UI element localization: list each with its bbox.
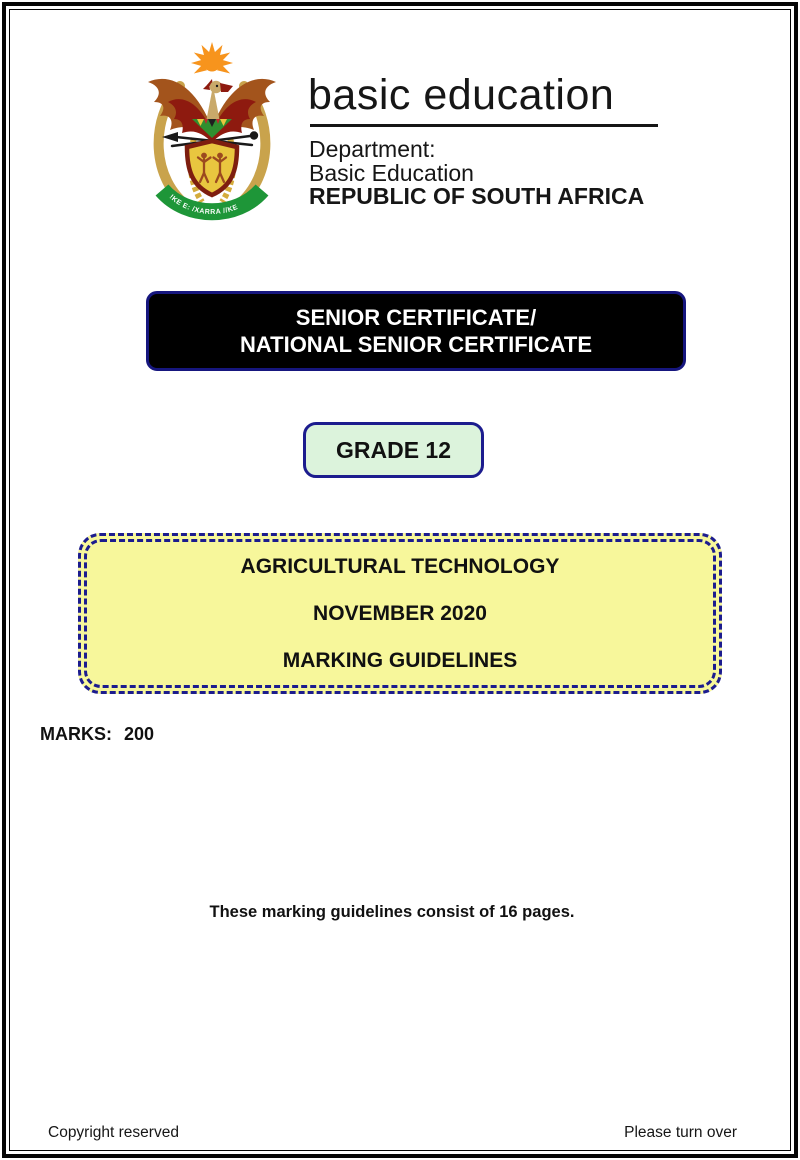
marks-line xyxy=(40,724,154,745)
dbe-wordmark: basic education xyxy=(308,71,615,119)
marks-label: MARKS: xyxy=(40,724,112,744)
motto-text: !KE E: /XARRA //KE xyxy=(167,193,240,217)
sun-icon xyxy=(191,42,233,77)
exam-session: NOVEMBER 2020 xyxy=(313,601,487,625)
subject-box xyxy=(78,533,722,694)
marks-value: 200 xyxy=(124,724,155,744)
grade-badge xyxy=(303,422,484,478)
department-label: Department: xyxy=(309,136,436,162)
department-name: Basic Education xyxy=(309,159,474,186)
sa-coat-of-arms-logo xyxy=(139,42,286,224)
grade-label: GRADE 12 xyxy=(335,436,452,463)
subject-box-content xyxy=(81,536,719,691)
document-type: MARKING GUIDELINES xyxy=(282,648,518,672)
country-name: REPUBLIC OF SOUTH AFRICA xyxy=(309,183,645,209)
certificate-line-2: NATIONAL SENIOR CERTIFICATE xyxy=(240,332,592,357)
certificate-line-1: SENIOR CERTIFICATE/ xyxy=(295,305,537,330)
subject-title: AGRICULTURAL TECHNOLOGY xyxy=(240,554,560,578)
page-footer xyxy=(48,1124,737,1142)
copyright-note: Copyright reserved xyxy=(48,1124,179,1141)
shield-icon xyxy=(187,141,237,195)
certificate-banner xyxy=(146,291,686,371)
turn-over-note: Please turn over xyxy=(624,1124,737,1141)
department-block xyxy=(309,138,644,209)
wordmark-rule xyxy=(310,124,658,127)
pages-note: These marking guidelines consist of 16 pages. xyxy=(209,903,575,921)
